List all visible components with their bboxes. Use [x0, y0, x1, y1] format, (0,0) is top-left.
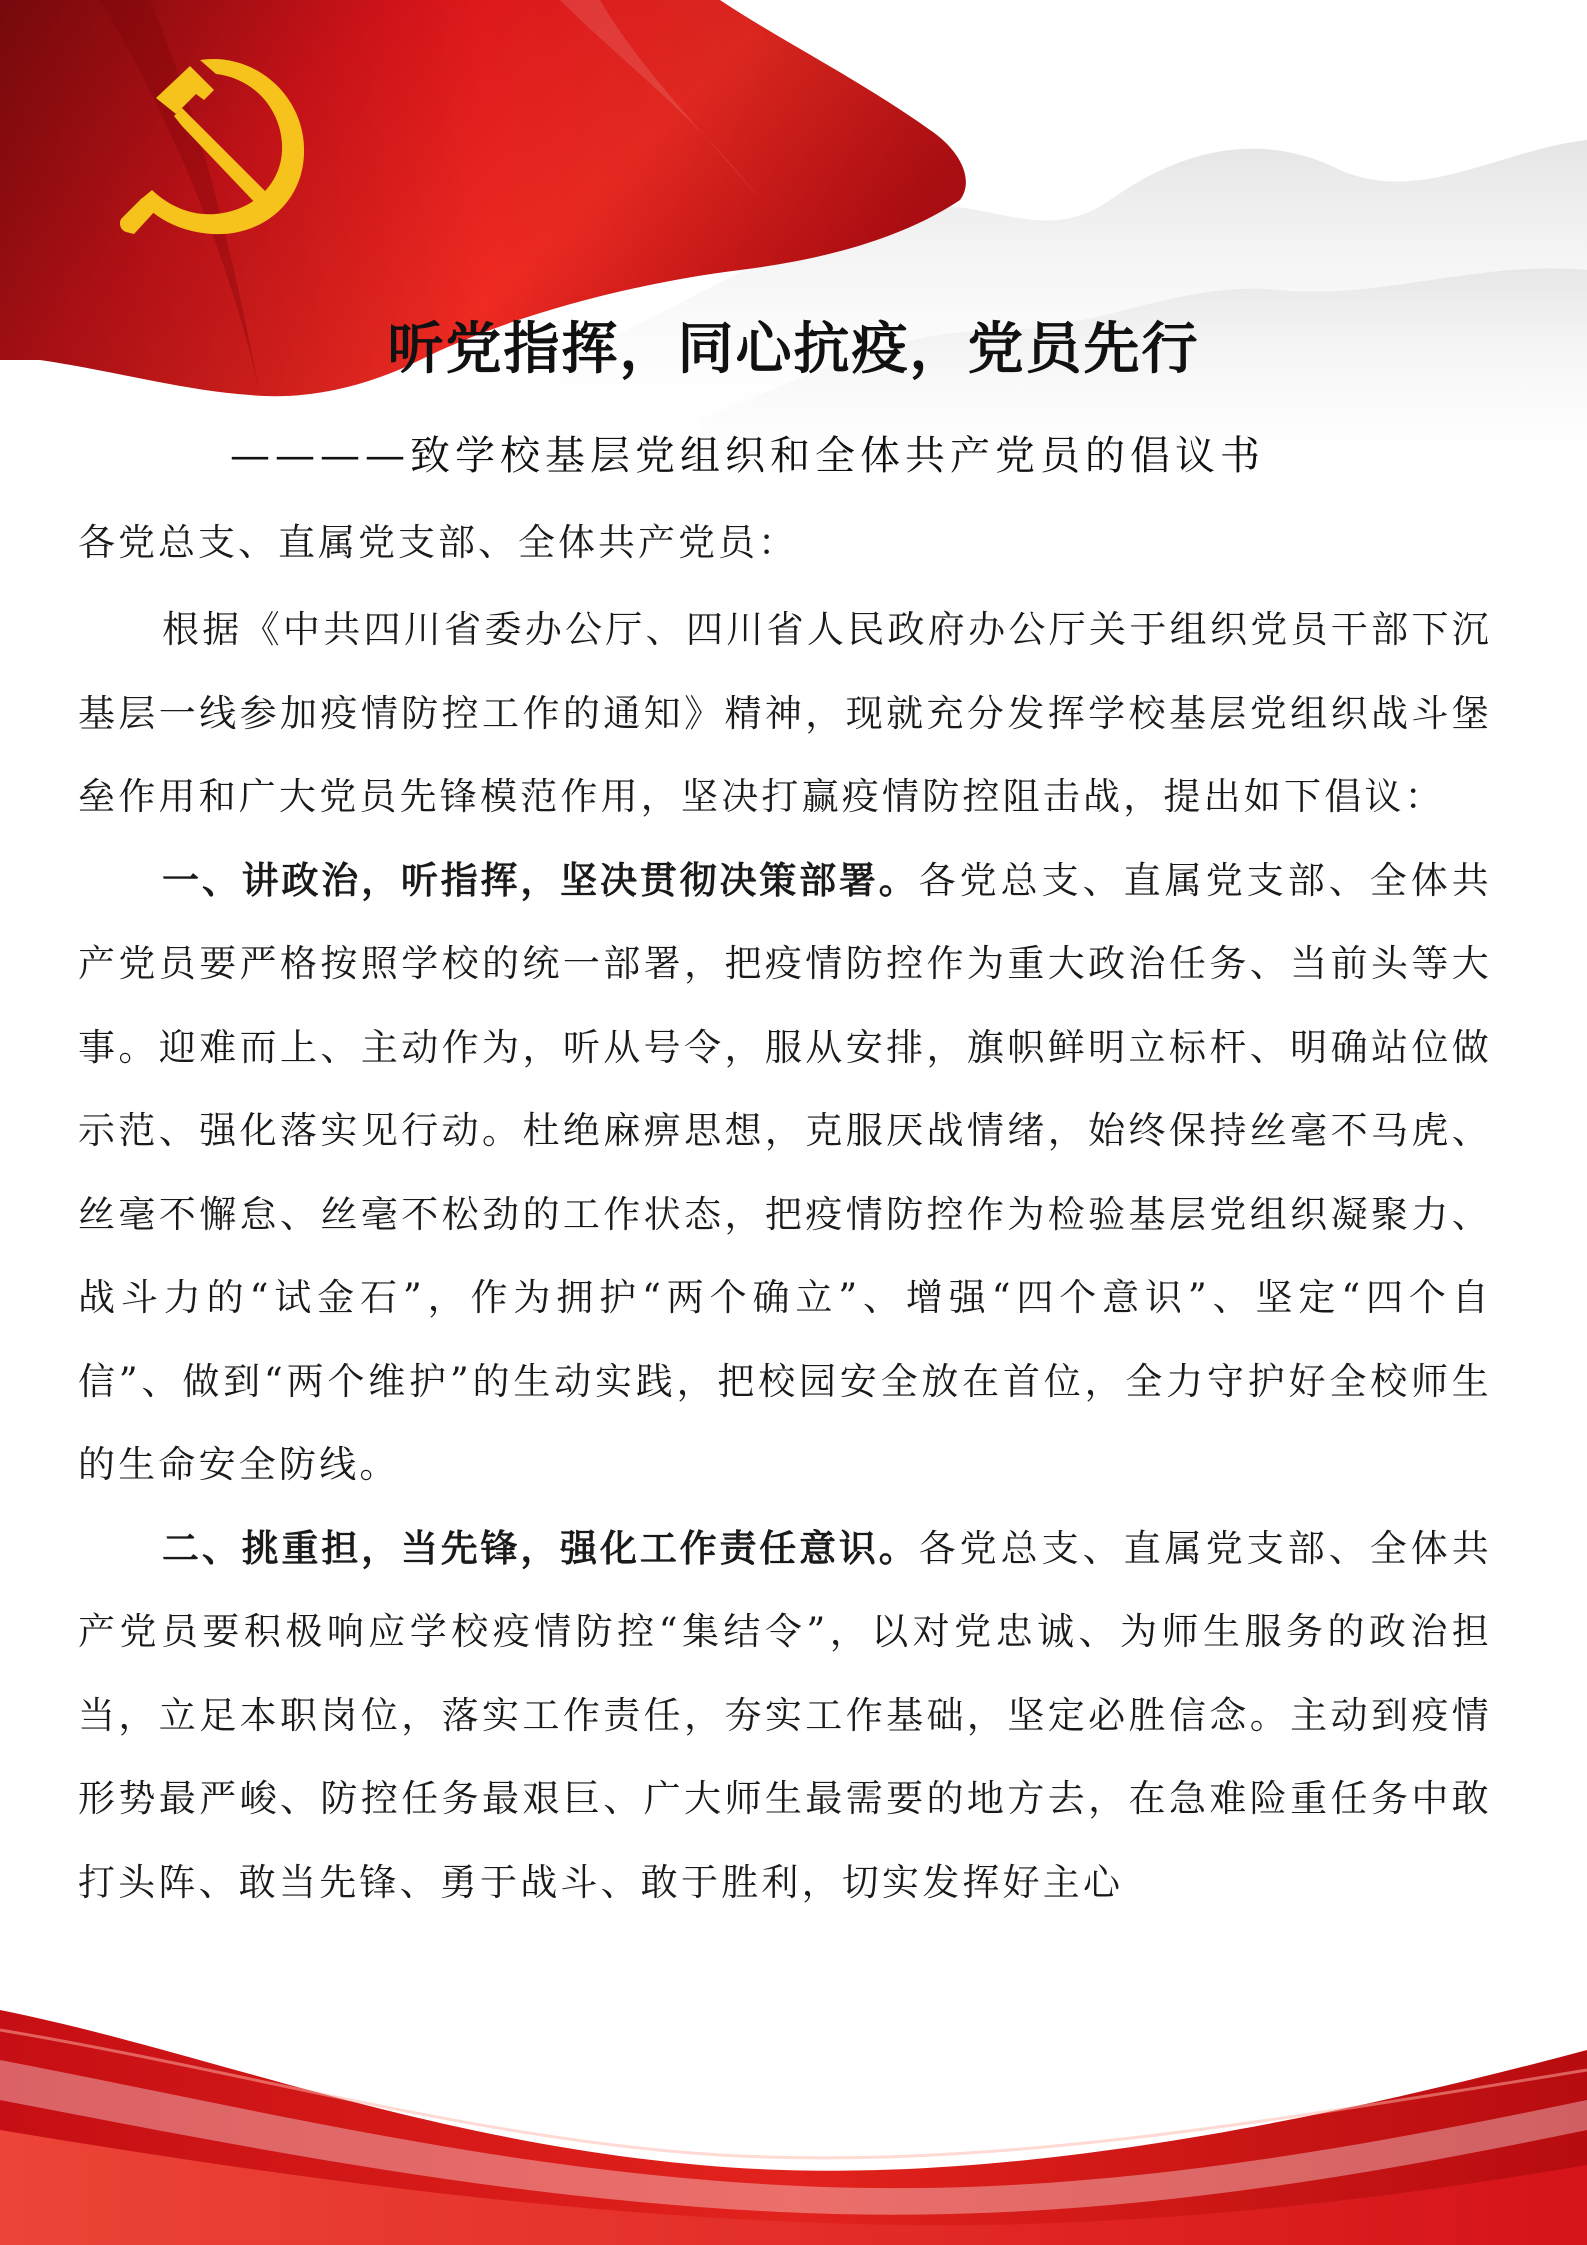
salutation: 各党总支、直属党支部、全体共产党员： [78, 521, 798, 564]
section-two-text: 各党总支、直属党支部、全体共产党员要积极响应学校疫情防控“集结令”，以对党忠诚、为师生服务的政治担当，立足本职岗位，落实工作责任，夯实工作基础，坚定必胜信念。主动到疫情形势最严峻、防控任务最艰巨、广大师生最需要的地方去，在急难险重任务中敢打头阵、敢当先锋、勇于战斗、敢于胜利，切实发挥好主心 [78, 1526, 1493, 1904]
section-one-paragraph [78, 839, 1492, 1507]
document-subtitle: ————致学校基层党组织和全体共产党员的倡议书 [230, 433, 1265, 479]
intro-paragraph: 根据《中共四川省委办公厅、四川省人民政府办公厅关于组织党员干部下沉基层一线参加疫情防控工作的通知》精神，现就充分发挥学校基层党组织战斗堡垒作用和广大党员先锋模范作用，坚决打赢疫情防控阻击战，提出如下倡议： [78, 608, 1492, 818]
document-title: 听党指挥，同心抗疫，党员先行 [387, 316, 1200, 382]
hammer-sickle-icon [112, 52, 312, 242]
red-ribbon-decoration [0, 1990, 1587, 2245]
section-one-text: 各党总支、直属党支部、全体共产党员要严格按照学校的统一部署，把疫情防控作为重大政治任务、当前头等大事。迎难而上、主动作为，听从号令，服从安排，旗帜鲜明立标杆、明确站位做示范、强化落实见行动。杜绝麻痹思想，克服厌战情绪，始终保持丝毫不马虎、丝毫不懈怠、丝毫不松劲的工作状态，把疫情防控作为检验基层党组织凝聚力、战斗力的“试金石”，作为拥护“两个确立”、增强“四个意识”、坚定“四个自信”、做到“两个维护”的生动实践，把校园安全放在首位，全力守护好全校师生的生命安全防线。 [78, 858, 1493, 1486]
section-two-heading: 二、挑重担，当先锋，强化工作责任意识。 [162, 1526, 919, 1570]
section-one-heading: 一、讲政治，听指挥，坚决贯彻决策部署。 [162, 858, 919, 902]
section-two-paragraph [78, 1507, 1492, 1925]
document-body [78, 588, 1492, 1924]
